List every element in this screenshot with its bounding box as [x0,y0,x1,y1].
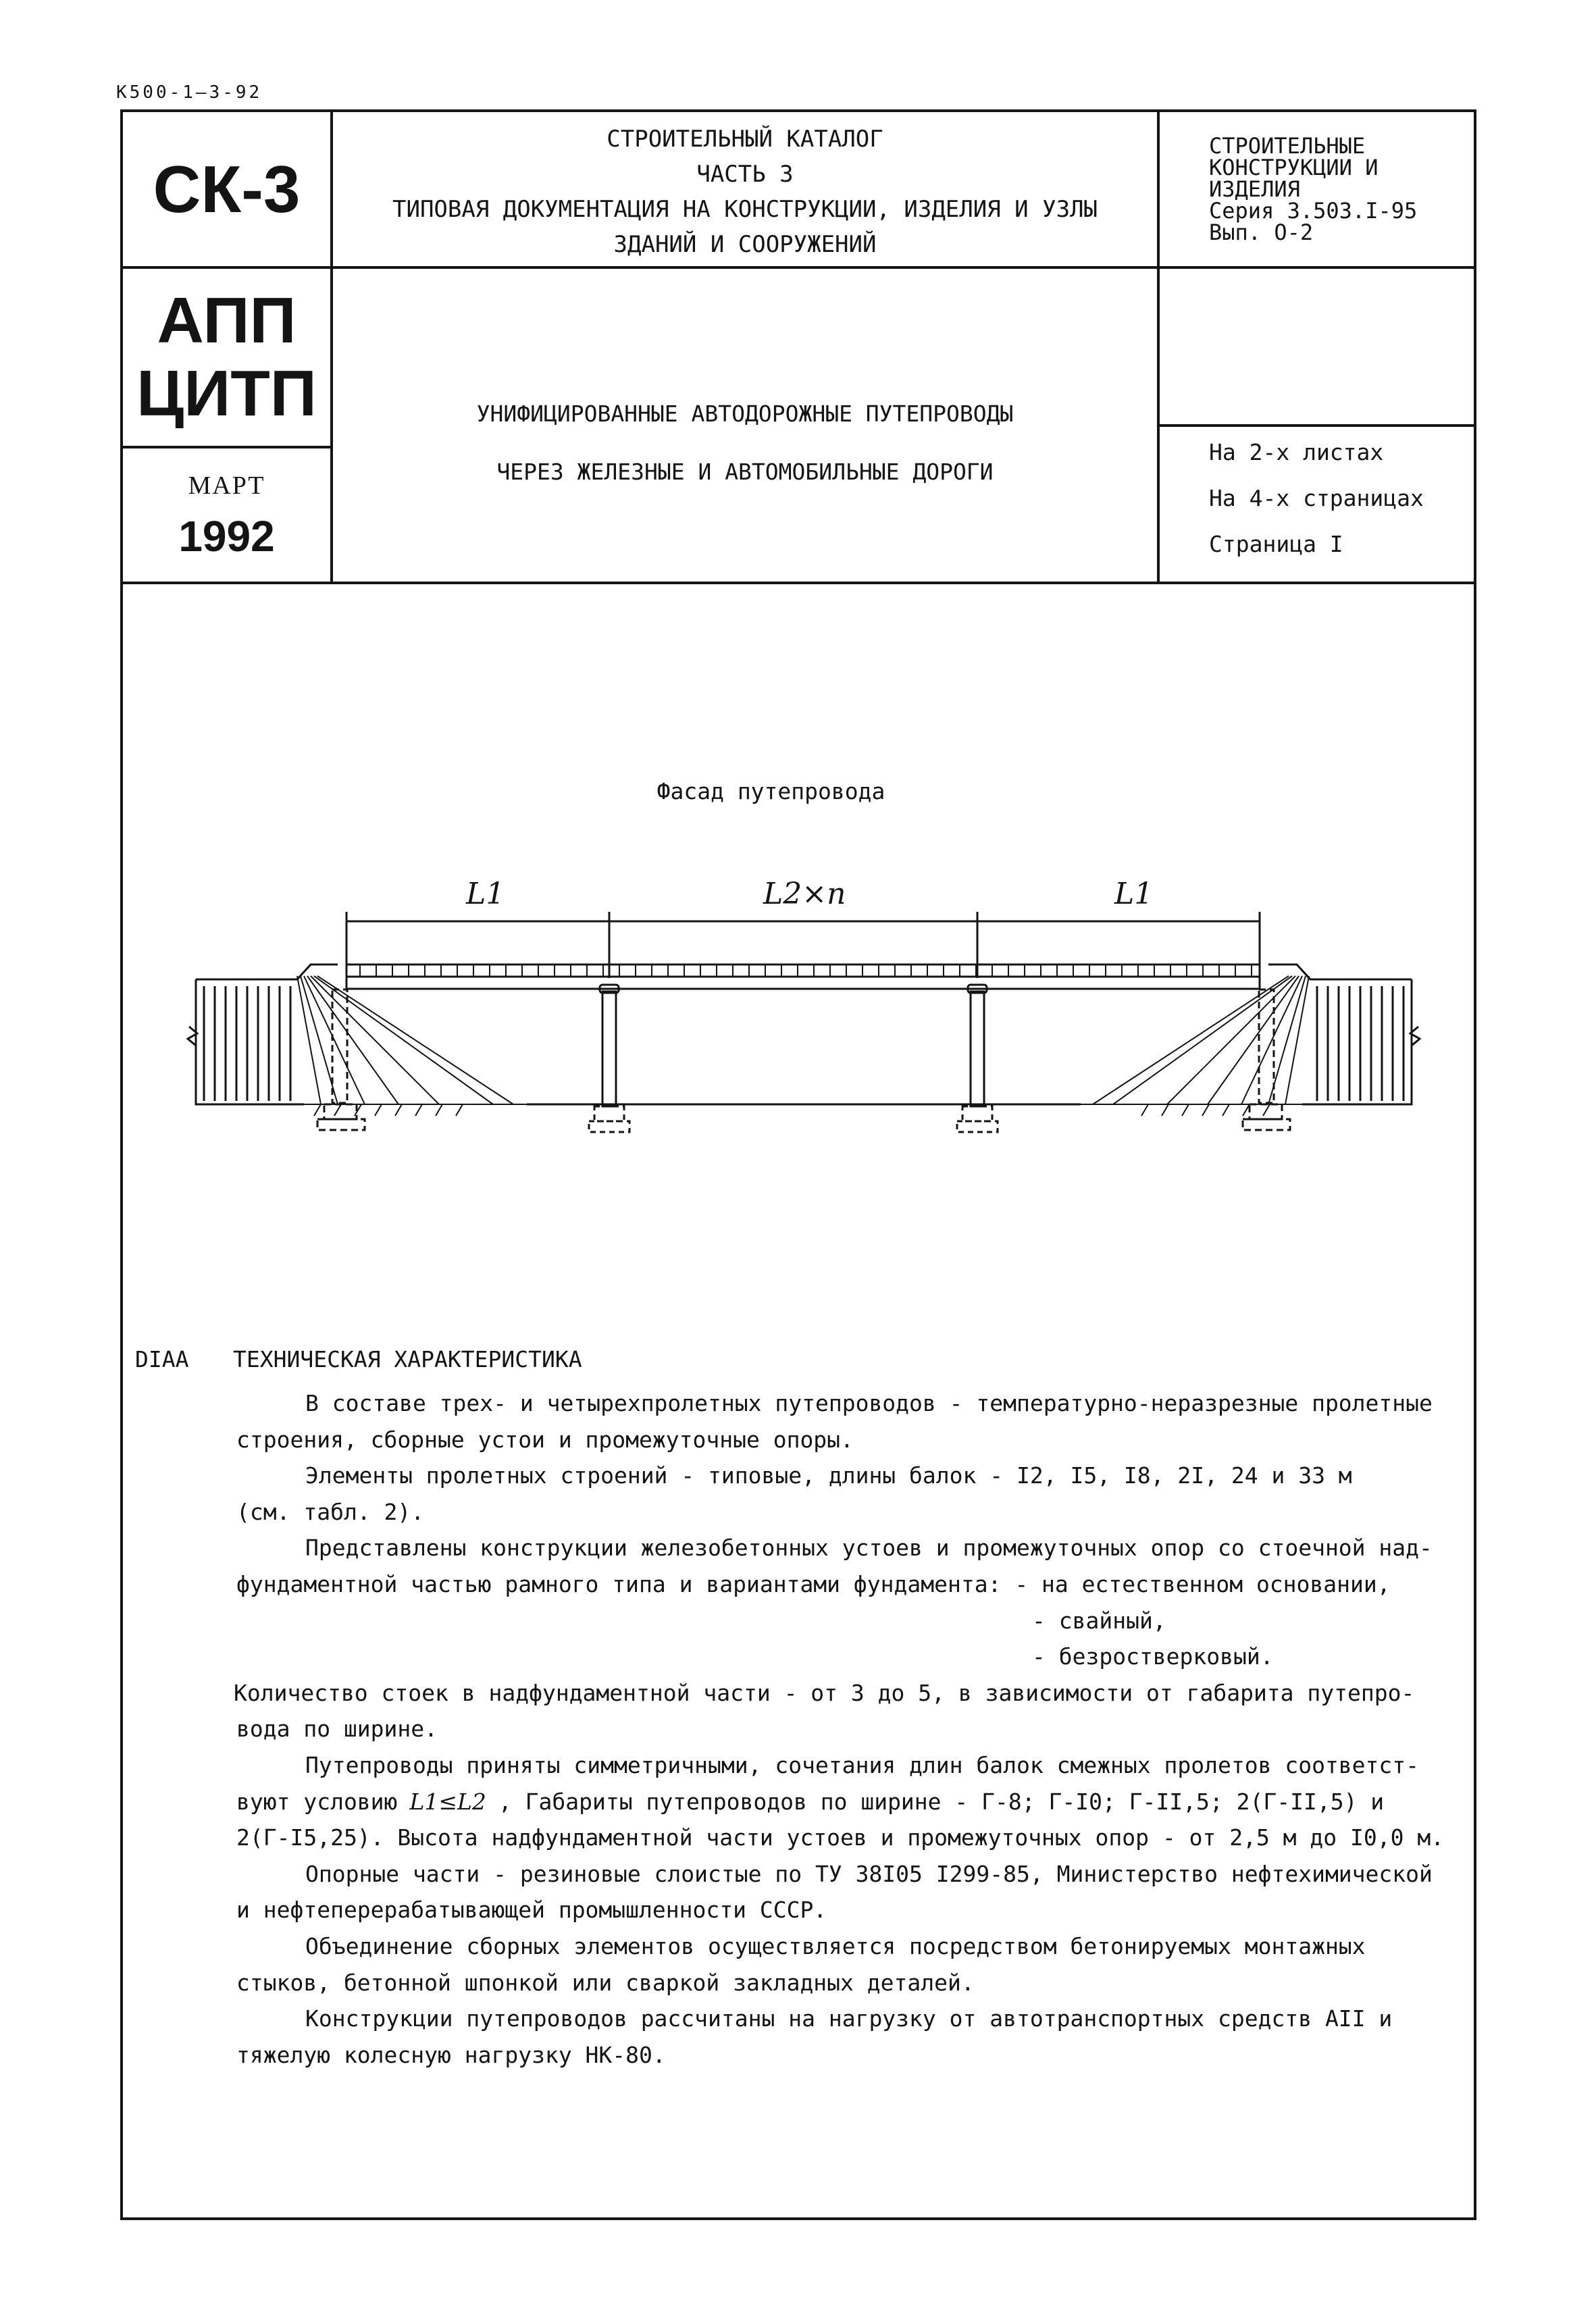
catalog-header [333,122,1157,262]
catalog-line: ЗДАНИЙ И СООРУЖЕНИЙ [613,231,877,258]
paragraph-line: Опорные части - резиновые слоистые по ТУ 38I05 I299-85, Министерство нефтехимической [305,1860,1433,1887]
publisher-line-2: ЦИТП [136,357,317,430]
tech-code: DIAA [135,1346,189,1372]
sheet-count: На 2-х листах [1209,439,1384,465]
left-embankment [188,965,338,1104]
catalog-line: ЧАСТЬ 3 [696,161,794,188]
paragraph-line: Объединение сборных элементов осуществляется посредством бетонируемых монтажных [305,1932,1366,1959]
paragraph-line: стыков, бетонной шпонкой или сваркой закладных деталей. [236,1969,975,1996]
figure-caption: Фасад путепровода [657,778,885,804]
span-label-right: L1 [1114,877,1154,911]
catalog-line: СТРОИТЕЛЬНЫЙ КАТАЛОГ [607,126,883,153]
paragraph-line: и нефтеперерабатывающей промышленности СССР. [236,1897,827,1924]
paragraph-line: Конструкции путепроводов рассчитаны на нагрузку от автотранспортных средств АII и [305,2005,1393,2032]
series-info [1209,135,1417,243]
span-label-middle: L2×n [763,877,846,911]
paragraph-line: фундаментной частью рамного типа и вариантами фундамента: - на естественном основании, [236,1570,1391,1597]
right-embankment [1268,965,1420,1104]
paragraph-line: (см. табл. 2). [236,1498,425,1525]
text-fragment: вуют условию [236,1788,398,1815]
tech-body [236,1385,1472,2073]
publisher-logo [123,269,330,446]
list-item: - безростверковый. [1032,1643,1274,1670]
deck-beam [346,977,1260,989]
catalog-logo [123,112,330,266]
issue-year: 1992 [178,512,275,561]
tech-heading: ТЕХНИЧЕСКАЯ ХАРАКТЕРИСТИКА [233,1346,582,1372]
series-line: Вып. О-2 [1209,220,1314,245]
page-number: Страница I [1209,531,1343,557]
deck-segments [360,965,1252,977]
logo-text: СК-3 [153,151,301,226]
series-line: КОНСТРУКЦИИ И [1209,155,1379,180]
span-label-left: L1 [466,877,505,911]
grid-line [1157,424,1476,427]
series-line: ИЗДЕЛИЯ [1209,176,1300,202]
condition-formula: L1≤L2 [409,1788,486,1815]
page-count: На 4-х страницах [1209,485,1424,511]
paragraph-line: вода по ширине. [236,1716,438,1743]
pier-left [589,985,629,1132]
paragraph-line: 2(Г-I5,25). Высота надфундаментной части устоев и промежуточных опор - от 2,5 м до I0,0 м. [236,1824,1445,1851]
paragraph-line: В составе трех- и четырехпролетных путепроводов - температурно-неразрезные пролетные [305,1390,1433,1416]
issue-date [123,448,330,584]
document-title [333,385,1157,501]
paragraph-line: Количество стоек в надфундаментной части - от 3 до 5, в зависимости от габарита путепро- [234,1679,1415,1706]
paragraph-line: Представлены конструкции железобетонных устоев и промежуточных опор со стоечной над- [305,1535,1433,1562]
sheet-info [1209,430,1424,567]
series-line: СТРОИТЕЛЬНЫЕ [1209,133,1366,159]
pier-right [957,985,998,1132]
publisher-line-1: АПП [157,284,297,357]
text-fragment: , Габариты путепроводов по ширине - Г-8; Г-I0; Г-II,5; 2(Г-II,5) и [498,1788,1385,1815]
title-line: УНИФИЦИРОВАННЫЕ АВТОДОРОЖНЫЕ ПУТЕПРОВОДЫ [476,401,1014,427]
paragraph-line: строения, сборные устои и промежуточные опоры. [236,1426,854,1453]
title-line: ЧЕРЕЗ ЖЕЛЕЗНЫЕ И АВТОМОБИЛЬНЫЕ ДОРОГИ [496,459,994,485]
list-item: - свайный, [1032,1607,1166,1634]
deck-top [346,965,1260,977]
paragraph-line: Путепроводы приняты симметричными, сочетания длин балок смежных пролетов соответст- [305,1751,1420,1778]
document-code: К500-1—3-92 [116,82,263,103]
series-line: Серия 3.503.I-95 [1209,198,1418,224]
paragraph-line: тяжелую колесную нагрузку НК-80. [236,2041,666,2068]
paragraph-line [236,1784,1472,1820]
catalog-line: ТИПОВАЯ ДОКУМЕНТАЦИЯ НА КОНСТРУКЦИИ, ИЗДЕЛИЯ И УЗЛЫ [392,196,1098,223]
overpass-facade-drawing [176,865,1425,1162]
paragraph-line: Элементы пролетных строений - типовые, длины балок - I2, I5, I8, 2I, 24 и 33 м [305,1462,1352,1489]
grid-line [1157,109,1160,584]
issue-month: МАРТ [188,471,265,500]
